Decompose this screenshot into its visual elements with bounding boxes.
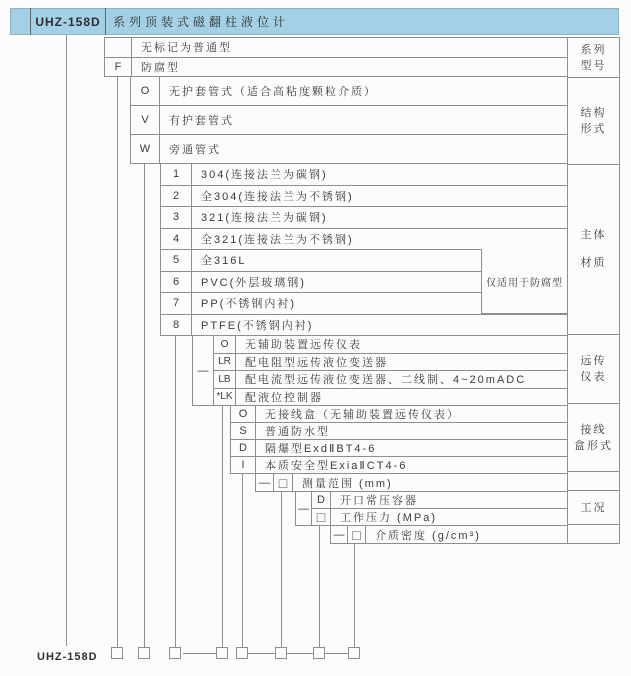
connector-line-density — [354, 544, 355, 647]
option-row-LB — [214, 370, 567, 388]
option-row-W — [131, 134, 567, 163]
code-box-connector — [287, 653, 313, 654]
option-desc: 全316L — [201, 255, 247, 268]
option-row-I — [231, 456, 567, 473]
category-column — [568, 37, 620, 544]
option-code: 1 — [161, 164, 192, 185]
option-desc: PP(不锈钢内衬) — [201, 298, 296, 311]
option-row-D — [312, 492, 567, 508]
option-desc: 工作压力 (MPa) — [340, 512, 437, 524]
option-row-pressure — [312, 508, 567, 525]
section-junction-box — [230, 406, 568, 474]
connector-line-series — [66, 35, 67, 646]
option-desc: 测量范围 (mm) — [302, 477, 393, 490]
option-row-3 — [161, 206, 567, 228]
code-box-connector — [248, 653, 275, 654]
option-desc: 无辅助装置远传仪表 — [245, 339, 362, 352]
connector-line-remote — [222, 406, 223, 647]
option-code: 3 — [161, 207, 192, 228]
option-desc: 隔爆型ExdⅡBT4-6 — [265, 443, 377, 455]
option-code — [312, 509, 331, 525]
section-remote — [192, 336, 568, 406]
connector-line-junction — [242, 474, 243, 647]
code-box-connector — [325, 653, 348, 654]
section-series — [104, 37, 568, 77]
option-row-LR — [214, 353, 567, 371]
value-box-cell — [274, 474, 293, 491]
option-code: V — [131, 106, 160, 134]
option-row-4 — [161, 228, 567, 250]
category-label-structure: 结构 形式 — [568, 77, 619, 163]
section-structure — [130, 77, 568, 164]
option-code: 4 — [161, 229, 192, 250]
category-label-condition: 工况 — [568, 490, 619, 524]
category-label-remote: 远传 仪表 — [568, 334, 619, 404]
dash-cell: — — [256, 474, 274, 491]
option-code: F — [105, 58, 132, 77]
section-material — [160, 164, 568, 336]
option-row-S — [231, 422, 567, 439]
row-measuring-range — [255, 474, 568, 492]
placeholder-box: □ — [278, 474, 288, 491]
connector-line-material — [175, 336, 176, 647]
option-desc: 旁通管式 — [169, 144, 221, 156]
option-code: O — [231, 406, 256, 422]
connector-line-type — [117, 77, 118, 647]
option-desc: 全304(连接法兰为不锈钢) — [201, 190, 354, 203]
category-label-material: 主体 材质 — [568, 164, 619, 334]
option-desc: 介质密度 (g/cm³) — [375, 529, 481, 542]
option-code: LR — [214, 354, 236, 371]
option-desc: 本质安全型ExiaⅡCT4-6 — [265, 460, 408, 472]
option-desc: 有护套管式 — [169, 115, 234, 127]
connector-line-structure — [144, 164, 145, 647]
option-row-standard — [105, 38, 567, 57]
option-code — [105, 38, 132, 57]
option-code: 8 — [161, 315, 192, 336]
option-code: O — [214, 336, 236, 353]
category-label-empty-range — [568, 471, 619, 490]
option-row-O — [131, 77, 567, 105]
option-code: D — [312, 492, 331, 508]
code-box-range — [275, 647, 287, 659]
option-desc: 无标记为普通型 — [141, 42, 232, 55]
footer-model-label: UHZ-158D — [37, 651, 98, 663]
option-row-O — [214, 336, 567, 353]
header-model-cell — [30, 8, 106, 35]
dash-cell: — — [331, 526, 348, 543]
placeholder-box: □ — [352, 526, 361, 543]
connector-line-condition — [319, 526, 320, 647]
header-bar — [10, 8, 619, 35]
code-box-material — [169, 647, 181, 659]
option-desc: PTFE(不锈钢内衬) — [201, 319, 314, 332]
value-box-cell — [348, 526, 366, 543]
option-desc: 开口常压容器 — [340, 495, 418, 507]
option-code: 2 — [161, 186, 192, 207]
placeholder-box: □ — [316, 509, 326, 525]
option-desc: 防腐型 — [141, 61, 180, 74]
option-row-8 — [161, 314, 567, 336]
code-box-junction — [236, 647, 248, 659]
option-desc: 321(连接法兰为碳钢) — [201, 212, 328, 225]
option-code: D — [231, 440, 256, 456]
option-desc: 普通防水型 — [265, 426, 330, 438]
option-code: *LK — [214, 389, 236, 406]
option-code: S — [231, 423, 256, 439]
category-label-series: 系列 型号 — [580, 43, 607, 72]
code-box-condition — [313, 647, 325, 659]
option-row-O — [231, 406, 567, 422]
option-desc: 全321(连接法兰为不锈钢) — [201, 233, 354, 246]
option-desc: 无接线盒（无辅助装置远传仪表） — [265, 409, 460, 421]
code-box-density — [348, 647, 360, 659]
option-row-1 — [161, 164, 567, 185]
option-desc: 配电流型远传液位变送器、二线制、4~20mADC — [245, 374, 527, 387]
option-desc: 配液位控制器 — [245, 391, 323, 404]
option-code: LB — [214, 371, 236, 388]
option-code: 6 — [161, 272, 192, 293]
code-box-structure — [138, 647, 150, 659]
code-box-connector — [183, 653, 216, 654]
option-code: W — [131, 135, 160, 163]
option-desc: 无护套管式（适合高粘度颗粒介质） — [169, 86, 377, 98]
option-code: 7 — [161, 293, 192, 314]
option-row-2 — [161, 185, 567, 207]
option-code: O — [131, 77, 160, 105]
option-row-V — [131, 105, 567, 134]
option-desc: PVC(外层玻璃钢) — [201, 276, 306, 289]
connector-line-range — [281, 492, 282, 647]
dash-cell: — — [193, 336, 214, 405]
option-desc: 配电阻型远传液位变送器 — [245, 356, 388, 369]
option-row-F — [105, 57, 567, 77]
section-condition — [295, 492, 568, 526]
row-medium-density — [330, 526, 568, 544]
category-label-empty-density — [568, 524, 619, 543]
option-row-D — [231, 439, 567, 456]
option-code: I — [231, 457, 256, 473]
option-row-LK — [214, 388, 567, 406]
code-box-type — [111, 647, 123, 659]
header-model-text: UHZ-158D — [35, 14, 101, 29]
material-note: 仅适用于防腐型 — [481, 249, 567, 314]
option-code: 5 — [161, 250, 192, 271]
code-box-remote — [216, 647, 228, 659]
chart-title: 系列顶装式磁翻柱液位计 — [113, 15, 290, 29]
dash-cell: — — [296, 492, 312, 525]
category-label-junction: 接线 盒形式 — [568, 403, 619, 471]
option-desc: 304(连接法兰为碳钢) — [201, 169, 328, 182]
